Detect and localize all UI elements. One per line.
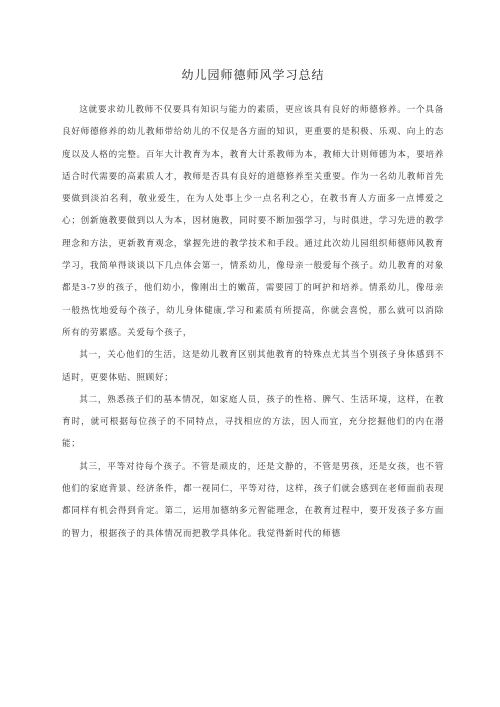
paragraph-4: 其三，平等对待每个孩子。不管是顽皮的，还是文静的，不管是男孩，还是女孩，也不管他们的家庭背景、经济条件，都一视同仁，平等对待，这样，孩子们就会感到在老师面前表现都同样有机会得到肯定。第二，运用加德纳多元智能理念，在教育过程中，要开发孩子多方面的智力，根据孩子的具体情况而把教学具体化。我觉得新时代的师德 — [62, 461, 444, 539]
paragraph-2: 其一，关心他们的生活，这是幼儿教育区别其他教育的特殊点尤其当个别孩子身体感到不适时，更要体贴、照顾好； — [62, 350, 444, 383]
paragraph-1: 这就要求幼儿教师不仅要具有知识与能力的素质，更应该具有良好的师德修养。一个具备良好师德修养的幼儿教师带给幼儿的不仅是各方面的知识，更重要的是积极、乐观、向上的态度以及人格的完整。百年大计教育为本，教育大计系教师为本，教师大计则师德为本，要培养适合时代需要的高素质人才，教师是否具有良好的道德修养至关重要。作为一名幼儿教师首先要做到淡泊名利，敬业爱生，在为人处事上少一点名利之心，在教书育人方面多一点博爱之心；创新施教要做到以人为本，因材施教，同时要不断加强学习，与时俱进，学习先进的教学理念和方法，更新教育观念，掌握先进的教学技术和手段。通过此次幼儿园组织师德师风教育学习，我简单得谈谈以下几点体会第一，情系幼儿，像母亲一般爱每个孩子。幼儿教育的对象都是3-7岁的孩子，他们幼小，像刚出土的嫩苗，需要园丁的呵护和培养。情系幼儿，像母亲一般热忱地爱每个孩子，幼儿身体健康,学习和素质有所提高，你就会喜悦，那么就可以消除所有的劳累感。关爱每个孩子， — [62, 105, 444, 338]
paragraph-3: 其二，熟悉孩子们的基本情况，如家庭人员，孩子的性格、脾气、生活环境，这样，在教育时，就可根据每位孩子的不同特点，寻找相应的方法，因人而宜，充分挖掘他们的内在潜能； — [62, 394, 444, 450]
document-title: 幼儿园师德师风学习总结 — [181, 68, 325, 82]
